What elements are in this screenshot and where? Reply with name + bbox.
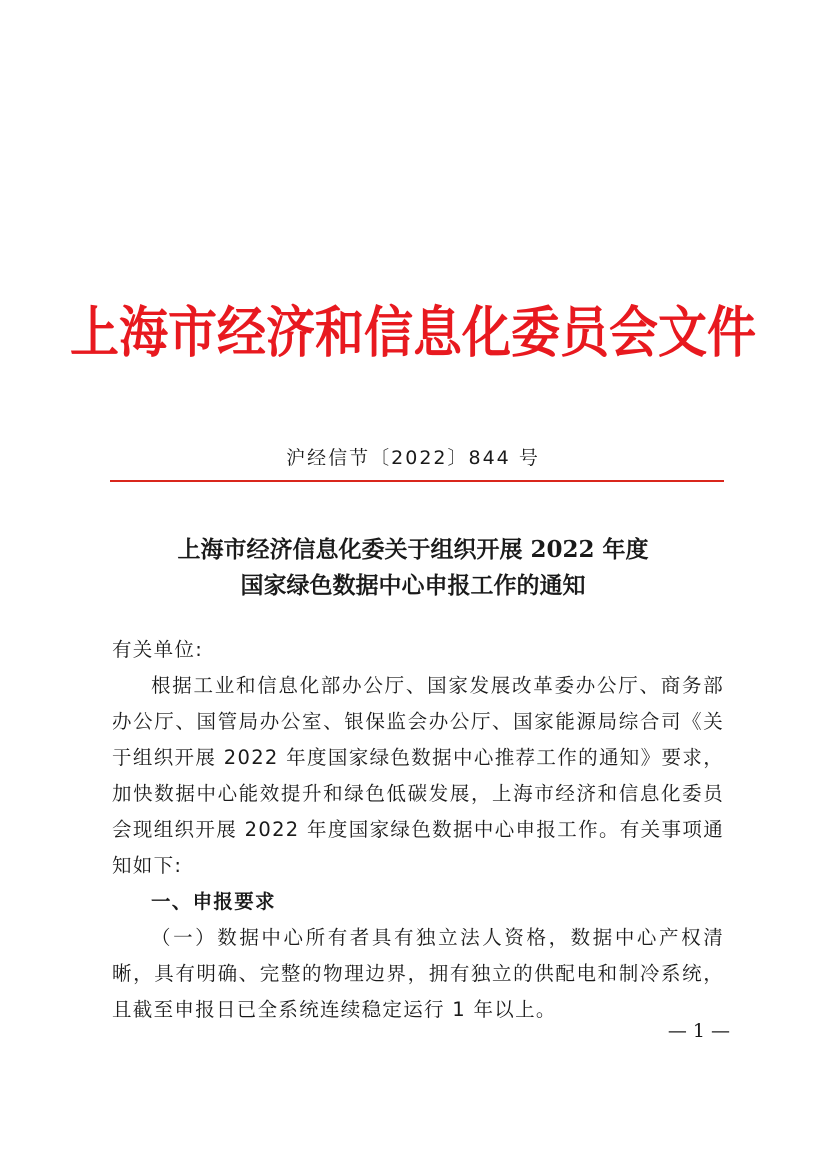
paragraph-requirement-1: （一）数据中心所有者具有独立法人资格，数据中心产权清晰，具有明确、完整的物理边界，拥有独立的供配电和制冷系统，且截至申报日已全系统连续稳定运行 1 年以上。 (112, 926, 724, 1021)
document-body (112, 632, 724, 1028)
title-line-1: 上海市经济信息化委关于组织开展 2022 年度 (177, 536, 649, 563)
salutation: 有关单位: (112, 638, 204, 661)
masthead-title: 上海市经济和信息化委员会文件 (69, 300, 756, 366)
title-line-2: 国家绿色数据中心申报工作的通知 (240, 572, 586, 599)
document-title (0, 532, 826, 604)
page-number: — 1 — (667, 1020, 730, 1042)
red-divider-line (110, 480, 724, 482)
section-heading: 一、申报要求 (151, 890, 276, 913)
document-number: 沪经信节〔2022〕844 号 (286, 447, 540, 469)
paragraph-intro: 根据工业和信息化部办公厅、国家发展改革委办公厅、商务部办公厅、国管局办公室、银保监会办公厅、国家能源局综合司《关于组织开展 2022 年度国家绿色数据中心推荐工作的通知》要求，加快数据中心能效提升和绿色低碳发展，上海市经济和信息化委员会现组织开展 2022 年度国家绿色数据中心申报工作。有关事项通知如下: (112, 674, 724, 877)
